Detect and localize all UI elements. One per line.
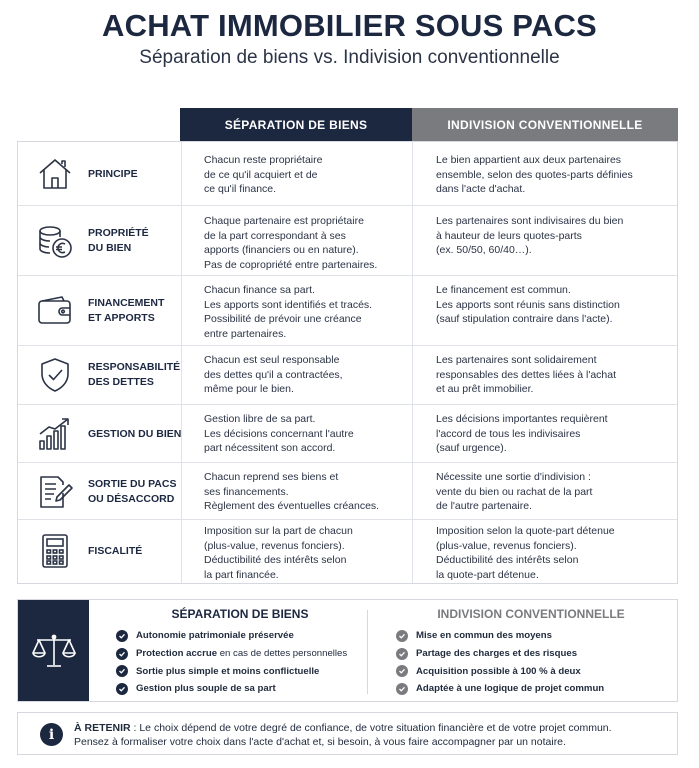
row-label: FISCALITÉ: [88, 545, 143, 557]
note-line-1: : Le choix dépend de votre degré de confiance, de votre situation financière et de votre projet commun.: [130, 722, 612, 734]
column-header-separation: SÉPARATION DE BIENS: [180, 108, 412, 141]
check-icon: [396, 665, 408, 677]
row-label: PRINCIPE: [88, 168, 138, 180]
check-icon: [396, 630, 408, 642]
table-row-sortie: [18, 463, 677, 520]
calculator-icon: [36, 532, 74, 570]
document-pen-icon: [36, 473, 74, 511]
cell-separation: Chacun est seul responsable des dettes qu'il a contractées, même pour le bien.: [204, 354, 343, 396]
cell-indivision: Nécessite une sortie d'indivision : vente du bien ou rachat de la part de l'autre partenaire.: [436, 471, 593, 513]
balance-scale-icon: [18, 600, 89, 701]
cell-separation: Chacun reste propriétaire de ce qu'il acquiert et de ce qu'il finance.: [204, 154, 323, 196]
summary-item: Gestion plus souple de sa part: [116, 680, 364, 698]
table-row-financement: [18, 276, 677, 346]
row-label: RESPONSABILITÉ DES DETTES: [88, 361, 181, 388]
summary-item: Partage des charges et des risques: [396, 645, 666, 663]
page-subtitle: Séparation de biens vs. Indivision conventionnelle: [139, 47, 560, 68]
note-label: À RETENIR: [74, 722, 131, 734]
check-icon: [116, 665, 128, 677]
check-icon: [396, 683, 408, 695]
summary-item: Protection accrue en cas de dettes personnelles: [116, 645, 364, 663]
coins-euro-icon: [36, 222, 74, 260]
row-label: SORTIE DU PACS OU DÉSACCORD: [88, 478, 177, 505]
comparison-table: [17, 141, 678, 584]
summary-separation: [116, 607, 364, 698]
cell-indivision: Le financement est commun. Les apports sont réunis sans distinction (sauf stipulation contraire dans l'acte).: [436, 284, 620, 326]
info-icon: i: [40, 723, 63, 746]
cell-indivision: Imposition selon la quote-part détenue (plus-value, revenus fonciers). Déductibilité des intérêts selon la quote-part détenue.: [436, 525, 615, 581]
note-panel: [17, 712, 678, 755]
summary-title: INDIVISION CONVENTIONNELLE: [437, 607, 625, 621]
table-row-principe: [18, 142, 677, 206]
table-row-responsabilite: [18, 346, 677, 405]
cell-indivision: Les partenaires sont indivisaires du bien à hauteur de leurs quotes-parts (ex. 50/50, 60/40…).: [436, 215, 624, 257]
growth-chart-icon: [36, 415, 74, 453]
table-row-propriete: [18, 206, 677, 276]
wallet-icon: [36, 292, 74, 330]
note-line-2: Pensez à formaliser votre choix dans l'acte d'achat et, si besoin, à vous faire accompagner par un notaire.: [74, 736, 566, 748]
cell-separation: Chacun reprend ses biens et ses financements. Règlement des éventuelles créances.: [204, 471, 380, 513]
summary-indivision: [396, 607, 666, 698]
row-label: FINANCEMENT ET APPORTS: [88, 297, 165, 324]
summary-divider: [367, 610, 368, 694]
note-text: [74, 721, 674, 749]
summary-item: Sortie plus simple et moins conflictuelle: [116, 662, 364, 680]
summary-item: Autonomie patrimoniale préservée: [116, 627, 364, 645]
cell-indivision: Le bien appartient aux deux partenaires ensemble, selon des quotes-parts définies dans l'acte d'achat.: [436, 154, 633, 196]
cell-indivision: Les décisions importantes requièrent l'accord de tous les indivisaires (sauf urgence).: [436, 413, 608, 455]
cell-separation: Imposition sur la part de chacun (plus-value, revenus fonciers). Déductibilité des intérêts selon la part financée.: [204, 525, 353, 581]
check-icon: [396, 648, 408, 660]
check-icon: [116, 630, 128, 642]
cell-indivision: Les partenaires sont solidairement responsables des dettes liées à l'achat et au prêt immobilier.: [436, 354, 617, 396]
summary-item: Mise en commun des moyens: [396, 627, 666, 645]
cell-separation: Chaque partenaire est propriétaire de la part correspondant à ses apports (financiers ou en nature). Pas de copropriété entre partenaires.: [204, 215, 378, 271]
cell-separation: Chacun finance sa part. Les apports sont identifiés et tracés. Possibilité de prévoir une créance entre partenaires.: [204, 284, 373, 340]
summary-title: SÉPARATION DE BIENS: [171, 607, 309, 621]
summary-panel: [17, 599, 678, 702]
check-icon: [116, 648, 128, 660]
check-icon: [116, 683, 128, 695]
summary-item: Adaptée à une logique de projet commun: [396, 680, 666, 698]
row-label: PROPRIÉTÉ DU BIEN: [88, 227, 149, 254]
page-title: ACHAT IMMOBILIER SOUS PACS: [102, 8, 597, 43]
shield-check-icon: [36, 356, 74, 394]
column-header-indivision: INDIVISION CONVENTIONNELLE: [412, 108, 678, 141]
table-row-gestion: [18, 405, 677, 463]
row-label: GESTION DU BIEN: [88, 428, 182, 440]
summary-item: Acquisition possible à 100 % à deux: [396, 662, 666, 680]
cell-separation: Gestion libre de sa part. Les décisions concernant l'autre part nécessitent son accord.: [204, 413, 354, 455]
house-icon: [36, 155, 74, 193]
table-row-fiscalite: [18, 520, 677, 583]
